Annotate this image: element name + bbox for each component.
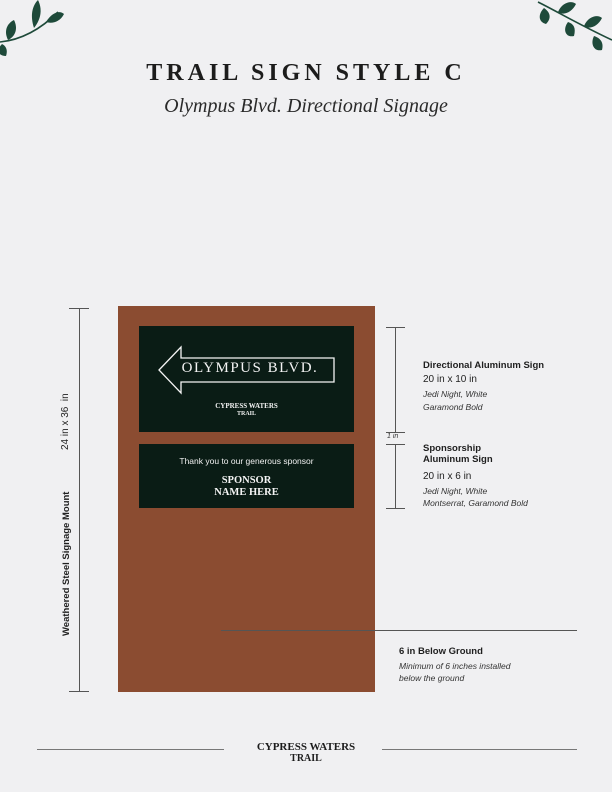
directional-dimension-line: [395, 327, 396, 433]
footer-logo-line2: TRAIL: [290, 753, 322, 764]
page-title: TRAIL SIGN STYLE C: [146, 60, 466, 86]
sponsorship-cap-bottom: [386, 508, 405, 509]
mount-dimension-cap-top: [69, 308, 89, 309]
direction-text: OLYMPUS BLVD.: [181, 360, 319, 376]
directional-sign-note2: Garamond Bold: [423, 402, 483, 412]
page-subtitle: Olympus Blvd. Directional Signage: [164, 95, 448, 117]
sponsorship-sign-title2: Aluminum Sign: [423, 454, 493, 465]
leaf-decoration-left-icon: [0, 0, 80, 60]
mount-size-label: 24 in x 36 in: [60, 393, 71, 450]
thank-you-text: Thank you to our generous sponsor: [179, 456, 314, 466]
directional-sign-size: 20 in x 10 in: [423, 374, 477, 385]
ground-note2: below the ground: [399, 673, 465, 683]
sponsorship-sign-size: 20 in x 6 in: [423, 471, 472, 482]
directional-sign-note1: Jedi Night, White: [423, 389, 488, 399]
directional-sign-title: Directional Aluminum Sign: [423, 360, 545, 371]
ground-line: [221, 630, 577, 631]
sponsorship-sign-title1: Sponsorship: [423, 443, 482, 454]
mount-dimension-cap-bottom: [69, 691, 89, 692]
sponsor-line1: SPONSOR: [221, 475, 272, 486]
sponsorship-dimension-line: [395, 444, 396, 508]
sponsor-line2: NAME HERE: [214, 487, 279, 498]
directional-cap-top: [386, 327, 405, 328]
sign-logo-line1: CYPRESS WATERS: [215, 402, 278, 410]
leaf-decoration-right-icon: [528, 0, 612, 60]
sponsorship-sign-note2: Montserrat, Garamond Bold: [423, 498, 528, 508]
mount-label: Weathered Steel Signage Mount: [61, 491, 72, 636]
footer-logo-line1: CYPRESS WATERS: [256, 741, 356, 753]
sponsorship-sign-note1: Jedi Night, White: [423, 486, 488, 496]
gap-label: 1 in: [387, 433, 399, 440]
sign-logo-line2: TRAIL: [236, 411, 256, 417]
ground-note1: Minimum of 6 inches installed: [399, 661, 511, 671]
ground-title: 6 in Below Ground: [399, 646, 483, 657]
mount-dimension-line: [79, 308, 80, 692]
